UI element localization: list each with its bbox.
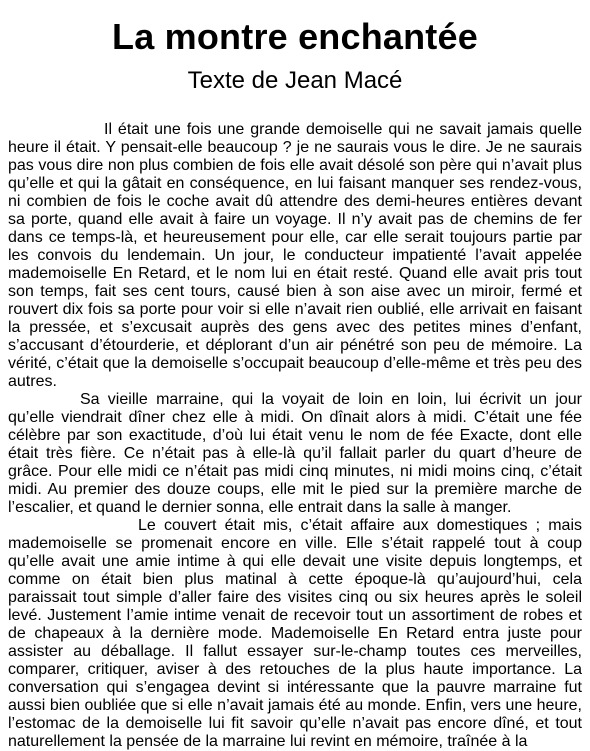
document-subtitle: Texte de Jean Macé <box>187 67 403 94</box>
document-body <box>8 121 582 751</box>
paragraph-2: Sa vieille marraine, qui la voyait de loin en loin, lui écrivit un jour qu’elle viendrait dîner chez elle à midi. On dînait alors à midi. C’était une fée célèbre par son exactitude, d’où lui était venu le nom de fée Exacte, dont elle était très fière. Ce n’était pas à elle-là qu’il fallait parler du quart d’heure de grâce. Pour elle midi ce n’était pas midi cinq minutes, ni midi moins cinq, c’était midi. Au premier des douze coups, elle mit le pied sur la première marche de l’escalier, et quand le dernier sonna, elle entrait dans la salle à manger. <box>8 391 582 516</box>
paragraph-1: Il était une fois une grande demoiselle qui ne savait jamais quelle heure il était. Y pensait-elle beaucoup ? je ne saurais vous le dire. Je ne saurais pas vous dire non plus combien de fois elle avait désolé son père qui n’avait plus qu’elle et qui la gâtait en conséquence, en lui faisant manquer ses rendez-vous, ni combien de fois le coche avait dû attendre des demi-heures entières devant sa porte, quand elle avait à faire un voyage. Il n’y avait pas de chemins de fer dans ce temps-là, et heureusement pour elle, car elle serait toujours partie par les convois du lendemain. Un jour, le conducteur impatienté l’avait appelée mademoiselle En Retard, et le nom lui en était resté. Quand elle avait pris tout son temps, fait ses cent tours, causé bien à son aise avec un miroir, fermé et rouvert dix fois sa porte pour voir si elle n’avait rien oublié, elle arrivait en faisant la pressée, et s’excusait auprès des gens avec des petites mines d’enfant, s’accusant d’étourderie, et déplorant d’un air pénétré son peu de mémoire. La vérité, c’était que la demoiselle s’occupait beaucoup d’elle-même et très peu des autres. <box>8 121 582 390</box>
document-page <box>8 0 582 751</box>
paragraph-3: Le couvert était mis, c’était affaire aux domestiques ; mais mademoiselle se promenait encore en ville. Elle s’était rappelé tout à coup qu’elle avait une amie intime à qui elle devait une visite depuis longtemps, et comme on était bien plus matinal à cette époque-là qu’aujourd’hui, cela paraissait tout simple d’aller faire des visites cinq ou six heures après le soleil levé. Justement l’amie intime venait de recevoir tout un assortiment de robes et de chapeaux à la dernière mode. Mademoiselle En Retard entra juste pour assister au déballage. Il fallut essayer sur-le-champ toutes ces merveilles, comparer, critiquer, aviser à des retouches de la plus haute importance. La conversation qui s’engagea devint si intéressante que la pauvre marraine fut aussi bien oubliée que si elle n’avait jamais été au monde. Enfin, vers une heure, l’estomac de la demoiselle lui fit savoir qu’elle n’avait pas encore dîné, et tout naturellement la pensée de la marraine lui revint en mémoire, traînée à la <box>8 517 582 750</box>
document-title: La montre enchantée <box>112 16 478 57</box>
